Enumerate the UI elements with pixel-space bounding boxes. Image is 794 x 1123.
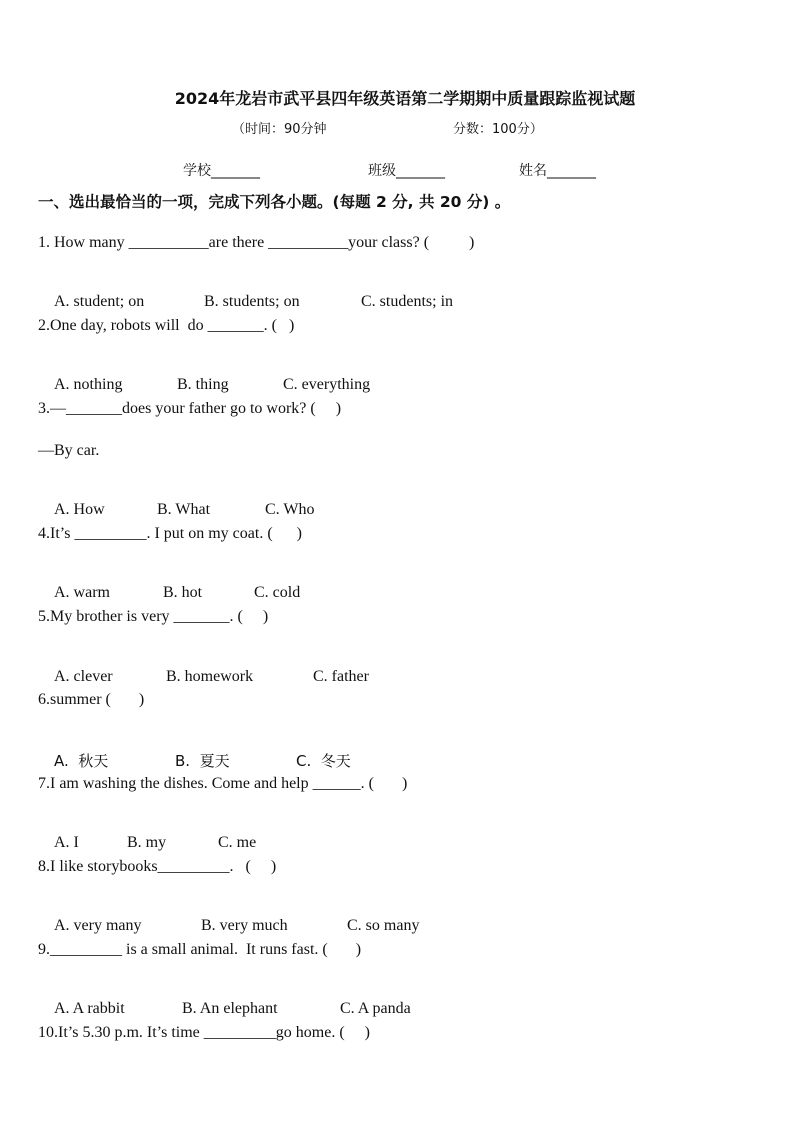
option-b: B. 夏天 xyxy=(175,752,230,770)
option-a: A. A rabbit xyxy=(54,1000,125,1017)
option-a: A. I xyxy=(54,834,79,851)
option-a: A. clever xyxy=(54,668,113,685)
option-b: B. What xyxy=(157,501,211,518)
option-a: A. student; on xyxy=(54,293,145,310)
option-a: A. How xyxy=(54,501,105,518)
option-c: C. everything xyxy=(283,376,371,393)
question-4: 4.It’s _________. I put on my coat. ( ) xyxy=(38,525,302,542)
question-3-answer-line: —By car. xyxy=(38,442,100,459)
option-c: C. father xyxy=(313,668,369,685)
class-field: 班级_______ xyxy=(368,163,445,179)
option-c: C. students; in xyxy=(361,293,454,310)
option-c: C. 冬天 xyxy=(296,752,351,770)
option-c: C. me xyxy=(218,834,257,851)
exam-score: 分数：100分） xyxy=(453,122,543,137)
section-title: 一、选出最恰当的一项，完成下列各小题。(每题 2 分, 共 20 分) 。 xyxy=(38,193,511,211)
option-b: B. homework xyxy=(166,668,254,685)
option-a: A. warm xyxy=(54,584,110,601)
question-8: 8.I like storybooks_________. ( ) xyxy=(38,858,277,875)
exam-title: 2024年龙岩市武平县四年级英语第二学期期中质量跟踪监视试题 xyxy=(174,89,636,108)
option-a: A. nothing xyxy=(54,376,123,393)
school-field: 学校_______ xyxy=(183,163,260,179)
question-3: 3.—_______does your father go to work? ( ) xyxy=(38,400,342,417)
option-b: B. thing xyxy=(177,376,229,393)
option-c: C. so many xyxy=(347,917,420,934)
option-b: B. students; on xyxy=(204,293,300,310)
question-9: 9._________ is a small animal. It runs fast. ( ) xyxy=(38,941,362,958)
question-1: 1. How many __________are there __________your class? ( ) xyxy=(38,234,475,251)
question-10: 10.It’s 5.30 p.m. It’s time _________go home. ( ) xyxy=(38,1024,370,1041)
question-7: 7.I am washing the dishes. Come and help ______. ( ) xyxy=(38,775,408,792)
option-b: B. my xyxy=(127,834,167,851)
option-b: B. very much xyxy=(201,917,288,934)
option-b: B. An elephant xyxy=(182,1000,278,1017)
exam-time: （时间：90分钟 xyxy=(232,122,327,137)
question-5: 5.My brother is very _______. ( ) xyxy=(38,608,269,625)
question-6: 6.summer ( ) xyxy=(38,691,145,708)
name-field: 姓名_______ xyxy=(519,163,596,179)
option-a: A. very many xyxy=(54,917,142,934)
option-c: C. A panda xyxy=(340,1000,411,1017)
option-c: C. Who xyxy=(265,501,315,518)
option-b: B. hot xyxy=(163,584,203,601)
option-c: C. cold xyxy=(254,584,301,601)
option-a: A. 秋天 xyxy=(54,752,109,770)
question-2: 2.One day, robots will do _______. ( ) xyxy=(38,317,295,334)
